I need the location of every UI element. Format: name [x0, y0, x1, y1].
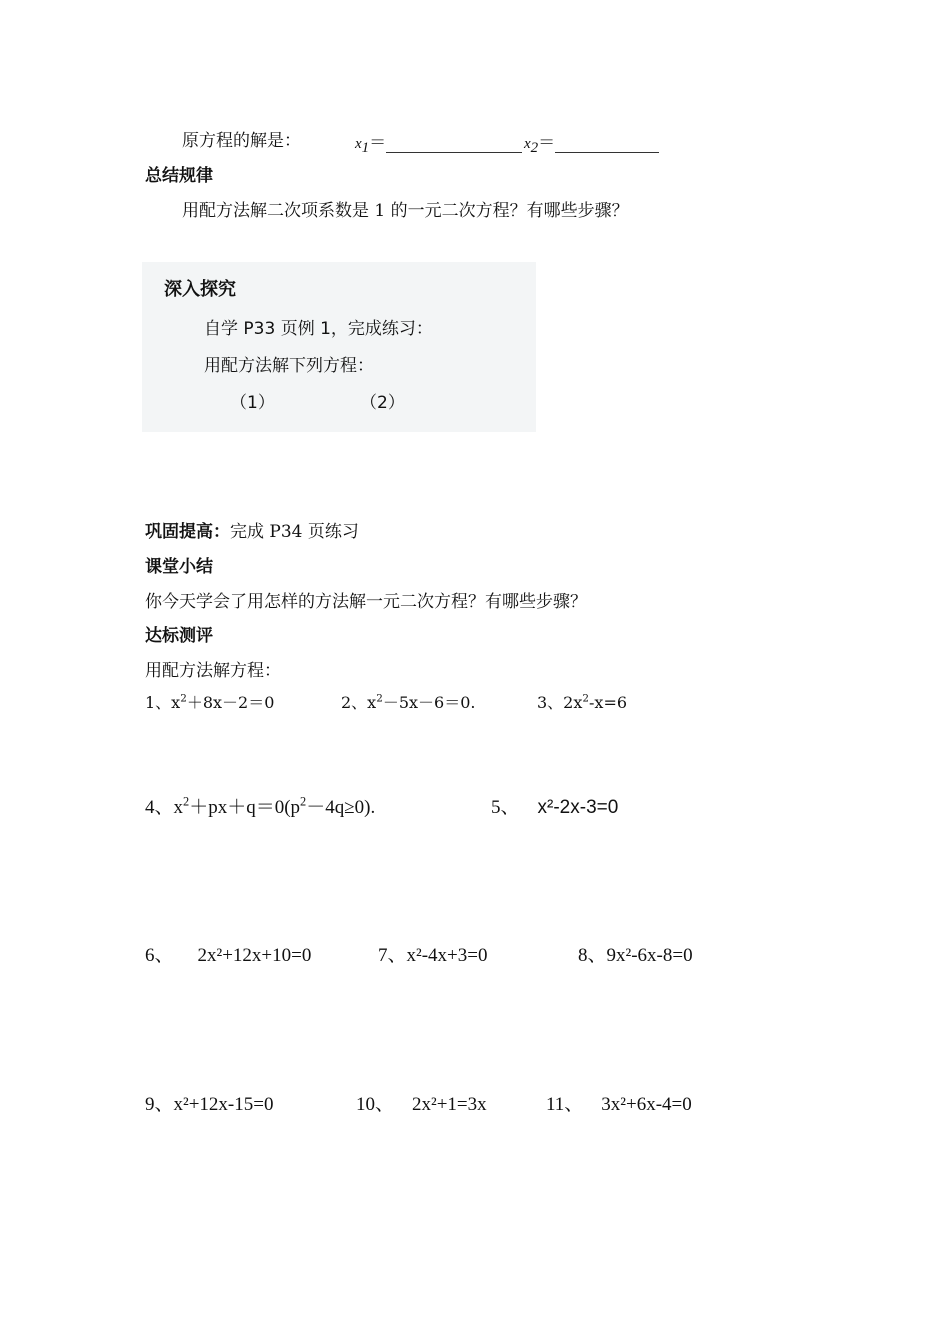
- problem-9: [145, 1089, 273, 1116]
- x1-subscript: 1: [361, 140, 370, 157]
- problem-5-exponent: ²: [547, 797, 554, 818]
- consolidate-text: 完成 P34 页练习: [230, 522, 359, 542]
- summary-rule-heading: 总结规律: [145, 166, 213, 186]
- inquiry-heading: 深入探究: [164, 279, 236, 300]
- inquiry-line2: 用配方法解下列方程：: [204, 356, 374, 376]
- problem-11-number: 11、: [546, 1094, 584, 1115]
- problem-10-pre: 2x: [412, 1094, 432, 1115]
- problem-5-post: -2x-3=0: [553, 797, 619, 818]
- problem-3-exponent: 2: [582, 692, 590, 705]
- problem-5-pre: x: [537, 797, 548, 818]
- problem-6-pre: 2x: [197, 945, 217, 966]
- assessment-intro: 用配方法解方程：: [145, 661, 281, 681]
- problem-10-exponent: ²: [431, 1094, 437, 1115]
- problem-6: [145, 940, 311, 967]
- problem-9-post: +12x-15=0: [188, 1094, 274, 1115]
- problem-7-post: -4x+3=0: [421, 945, 488, 966]
- problem-4-mid: ＋px＋q＝0(p: [189, 797, 301, 818]
- x2-answer-blank[interactable]: [555, 136, 659, 153]
- problem-5-number: 5、: [491, 797, 520, 818]
- class-summary-text: 你今天学会了用怎样的方法解一元二次方程？有哪些步骤？: [145, 592, 587, 612]
- inquiry-item1: （1）: [230, 393, 275, 413]
- problem-9-exponent: ²: [183, 1094, 189, 1115]
- x1-variable: x: [355, 136, 362, 152]
- problem-11-post: +6x-4=0: [626, 1094, 692, 1115]
- problem-9-pre: 9、x: [145, 1094, 184, 1115]
- problem-8-exponent: ²: [625, 945, 632, 966]
- problem-10-post: +1=3x: [436, 1094, 487, 1115]
- problem-6-post: +12x+10=0: [222, 945, 312, 966]
- problem-3-post: -x=6: [589, 693, 628, 712]
- problem-11-pre: 3x: [601, 1094, 621, 1115]
- problem-4-post: －4q≥0).: [306, 797, 376, 818]
- problem-1-pre: 1、x: [145, 693, 181, 712]
- inquiry-line1: 自学 P33 页例 1，完成练习：: [204, 319, 433, 339]
- problem-7-pre: 7、x: [378, 945, 417, 966]
- problem-4-exponent-2: 2: [300, 794, 307, 809]
- solution-label: 原方程的解是：: [182, 131, 301, 151]
- problem-7-exponent: ²: [416, 945, 422, 966]
- x2-variable: x: [524, 136, 531, 152]
- problem-8: [578, 940, 693, 967]
- problem-6-number: 6、: [145, 945, 174, 966]
- problem-10-number: 10、: [356, 1094, 395, 1115]
- problem-1-exponent: 2: [180, 692, 187, 705]
- x2-equals: ＝: [538, 133, 556, 153]
- problem-4-exponent-1: 2: [183, 794, 190, 809]
- problem-7: [378, 940, 487, 967]
- consolidate-line: [145, 517, 359, 542]
- problem-11: [546, 1089, 692, 1116]
- inquiry-panel: [142, 262, 536, 432]
- x1-answer-blank[interactable]: [386, 136, 522, 153]
- problem-2: [341, 690, 476, 713]
- problem-8-post: -6x-8=0: [631, 945, 693, 966]
- x1-equals: ＝: [369, 133, 387, 153]
- problem-5: [491, 792, 618, 819]
- problem-10: [356, 1089, 487, 1116]
- problem-4: [145, 792, 375, 819]
- class-summary-heading: 课堂小结: [145, 557, 213, 577]
- x2-subscript: 2: [530, 140, 539, 157]
- solution-x1: [355, 128, 522, 157]
- problem-2-pre: 2、x: [341, 693, 377, 712]
- problem-6-exponent: ²: [216, 945, 223, 966]
- problem-4-pre: 4、x: [145, 797, 184, 818]
- problem-2-post: －5x－6＝0.: [382, 693, 476, 712]
- problem-1-post: ＋8x－2＝0: [186, 693, 275, 712]
- problem-8-pre: 8、9x: [578, 945, 626, 966]
- solution-x2: [524, 128, 659, 157]
- inquiry-item2: （2）: [360, 393, 405, 413]
- problem-1: [145, 690, 274, 713]
- problem-3-pre: 3、2x: [537, 693, 583, 712]
- problem-11-exponent: ²: [620, 1094, 626, 1115]
- problem-2-exponent: 2: [376, 692, 383, 705]
- consolidate-heading: 巩固提高：: [145, 522, 230, 542]
- summary-rule-text: 用配方法解二次项系数是 1 的一元二次方程？有哪些步骤？: [182, 201, 629, 221]
- problem-3: [537, 690, 627, 713]
- assessment-heading: 达标测评: [145, 626, 213, 646]
